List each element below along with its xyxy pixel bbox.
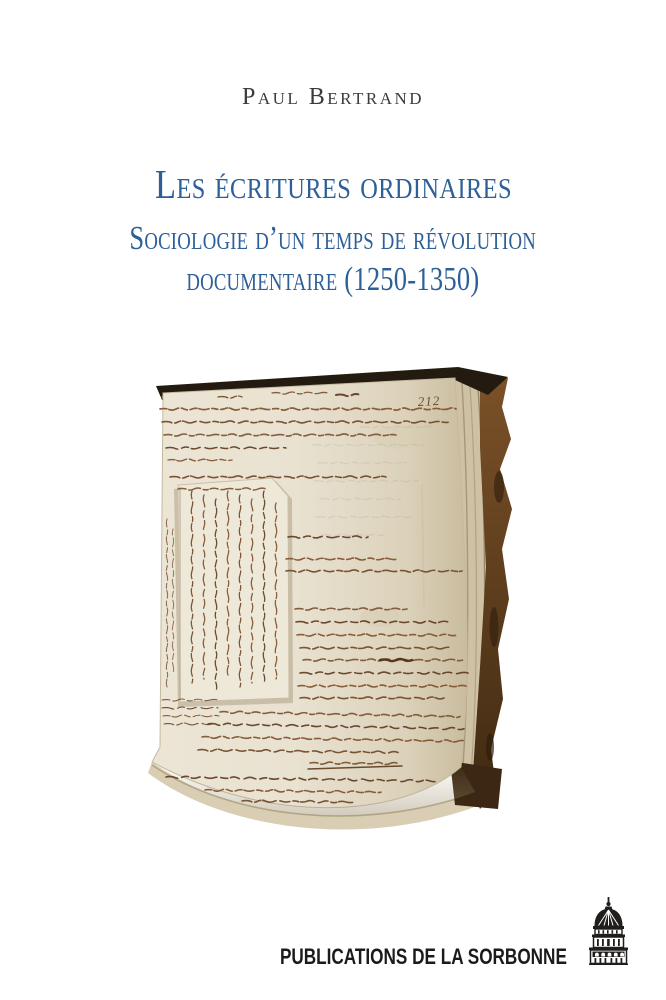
page-number-label: 212 [417, 392, 441, 409]
book-title-text: Les écritures ordinaires [154, 161, 512, 207]
book-subtitle [0, 218, 666, 300]
publisher-name: PUBLICATIONS DE LA SORBONNE [280, 944, 567, 969]
manuscript-photo [140, 367, 530, 839]
subtitle-line-1: Sociologie d’un temps de révolution [129, 220, 537, 257]
sorbonne-dome-icon [585, 897, 632, 965]
subtitle-line-2: documentaire (1250-1350) [186, 261, 480, 298]
inserted-slip [178, 478, 289, 702]
author-name: Paul Bertrand [241, 84, 425, 110]
book-title [0, 160, 666, 208]
